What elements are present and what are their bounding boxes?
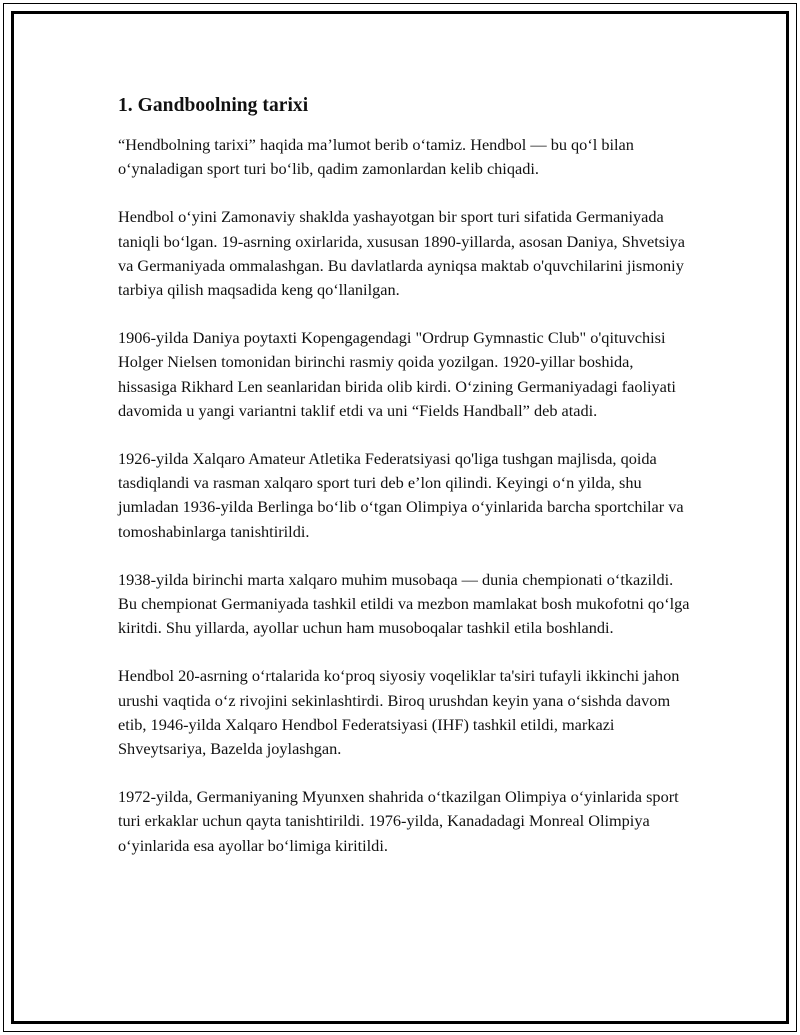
paragraph-ihf-founding: Hendbol 20-asrning o‘rtalarida ko‘proq siyosiy voqeliklar ta'siri tufayli ikkinchi jahon urushi vaqtida o‘z rivojini sekinlashtirdi. Biroq urushdan keyin yana o‘sishda davom etib, 1946-yilda Xalqaro Hendbol Federatsiyasi (IHF) tashkil etildi, markazi Shveytsariya, Bazelda joylashgan. — [118, 666, 680, 759]
section-heading: 1. Gandboolning tarixi — [118, 95, 309, 116]
paragraph-international-recognition: 1926-yilda Xalqaro Amateur Atletika Federatsiyasi qo'liga tushgan majlisda, qoida tasdiqlandi va rasman xalqaro sport turi deb e’lon qilindi. Keyingi o‘n yilda, shu jumladan 1936-yilda Berlinga bo‘lib o‘tgan Olimpiya o‘yinlarida barcha sportchilar va tomoshabinlarga tanishtirildi. — [118, 449, 684, 541]
paragraph-modern-origins: Hendbol o‘yini Zamonaviy shaklda yashayotgan bir sport turi sifatida Germaniyada taniqli bo‘lgan. 19-asrning oxirlarida, xususan 1890-yillarda, asosan Daniya, Shvetsiya va Germaniyada ommalashgan. Bu davlatlarda ayniqsa maktab o'quvchilarini jismoniy tarbiya qilish maqsadida keng qo‘llanilgan. — [118, 207, 686, 300]
paragraph-introduction: “Hendbolning tarixi” haqida ma’lumot berib o‘tamiz. Hendbol — bu qo‘l bilan o‘ynaladigan sport turi bo‘lib, qadim zamonlardan kelib chiqadi. — [118, 135, 634, 179]
paragraph-first-rules: 1906-yilda Daniya poytaxti Kopengagendagi "Ordrup Gymnastic Club" o'qituvchisi Holger Nielsen tomonidan birinchi rasmiy qoida yozilgan. 1920-yillar boshida, hissasiga Rikhard Len seanlaridan birida olib kirdi. O‘zining Germaniyadagi faoliyati davomida u yangi variantni taklif etdi va uni “Fields Handball” deb atadi. — [118, 328, 676, 420]
paragraph-olympics: 1972-yilda, Germaniyaning Myunxen shahrida o‘tkazilgan Olimpiya o‘yinlarida sport turi erkaklar uchun qayta tanishtirildi. 1976-yilda, Kanadadagi Monreal Olimpiya o‘yinlarida esa ayollar bo‘limiga kiritildi. — [118, 787, 679, 855]
document-body — [118, 92, 690, 858]
paragraph-world-championship: 1938-yilda birinchi marta xalqaro muhim musobaqa — dunia chempionati o‘tkazildi. Bu chempionat Germaniyada tashkil etildi va mezbon mamlakat bosh mukofotni qo‘lga kiritdi. Shu yillarda, ayollar uchun ham musoboqalar tashkil etila boshlandi. — [118, 569, 690, 638]
